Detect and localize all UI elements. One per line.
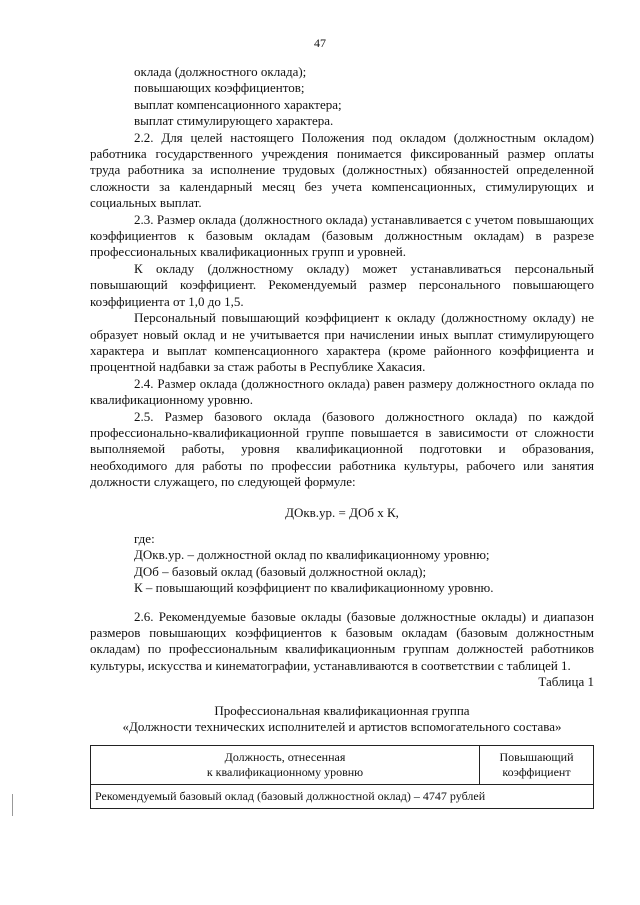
list-line: повышающих коэффициентов; (134, 80, 305, 96)
list-line: выплат стимулирующего характера. (134, 113, 334, 129)
spacer (90, 691, 594, 703)
document-body (90, 64, 594, 809)
header-coefficient-line2: коэффициент (502, 765, 571, 780)
header-position-line1: Должность, отнесенная (224, 750, 346, 765)
table-title: Профессиональная квалификационная группа (214, 702, 470, 718)
paragraph-2-3: 2.3. Размер оклада (должностного оклада) устанавливается с учетом повышающих коэффициентов к базовым окладам (базовым должностным окладам) в разрезе профессиональных квалификационных групп и уровней. (90, 211, 594, 260)
list-line: выплат компенсационного характера; (134, 96, 342, 112)
paragraph-personal-coefficient: К окладу (должностному окладу) может устанавливаться персональный повышающий коэффициент. Рекомендуемый размер персонального повышающего коэффициента от 1,0 до 1,5. (90, 260, 594, 309)
definition-line: ДОкв.ур. – должностной оклад по квалификационному уровню; (134, 547, 490, 563)
qualification-table (90, 745, 594, 809)
margin-mark (12, 794, 13, 816)
page-number: 47 (314, 36, 326, 50)
header-coefficient (480, 746, 594, 785)
spacer (90, 597, 594, 609)
paragraph-2-4: 2.4. Размер оклада (должностного оклада) равен размеру должностного оклада по квалификационному уровню. (90, 375, 594, 408)
paragraph-2-2: 2.2. Для целей настоящего Положения под окладом (должностным окладом) работника государственного учреждения понимается фиксированный размер оплаты труда работника за исполнение трудовых (должностных) обязанностей определенной сложности за календарный месяц без учета компенсационных, стимулирующих и социальных выплат. (90, 129, 594, 211)
list-line: оклада (должностного оклада); (134, 64, 307, 79)
table-row (91, 785, 594, 809)
table-label: Таблица 1 (538, 674, 594, 690)
formula: ДОкв.ур. = ДОб х К, (285, 504, 399, 520)
paragraph-2-5: 2.5. Размер базового оклада (базового должностного оклада) по каждой профессионально-квалификационной группе повышается в зависимости от сложности выполняемой работы, уровня квалификационной подготовки и образования, необходимого для работы по профессии работника культуры, рабочего или занятия должности служащего, по следующей формуле: (90, 408, 594, 490)
header-coefficient-line1: Повышающий (499, 750, 574, 765)
where-label: где: (134, 530, 155, 546)
paragraph-personal-coefficient-note: Персональный повышающий коэффициент к окладу (должностному окладу) не образует новый оклад и не учитывается при начислении иных выплат стимулирующего характера и выплат компенсационного характера (кроме районного коэффициента и процентной надбавки за стаж работы в Республике Хакасия. (90, 310, 594, 375)
header-position-line2: к квалификационному уровню (206, 765, 364, 780)
table-header-row (91, 746, 594, 785)
base-salary-row: Рекомендуемый базовый оклад (базовый должностной оклад) – 4747 рублей (91, 785, 594, 809)
table-subtitle: «Должности технических исполнителей и артистов вспомогательного состава» (122, 719, 562, 735)
paragraph-2-6: 2.6. Рекомендуемые базовые оклады (базовые должностные оклады) и диапазон размеров повышающих коэффициентов к базовым окладам (базовым должностным окладам) по профессиональным квалификационным группам должностей работников культуры, искусства и кинематографии, устанавливаются в соответствии с таблицей 1. (90, 608, 594, 673)
header-position (91, 746, 480, 785)
definition-line: К – повышающий коэффициент по квалификационному уровню. (134, 580, 494, 596)
definition-line: ДОб – базовый оклад (базовый должностной оклад); (134, 563, 427, 579)
